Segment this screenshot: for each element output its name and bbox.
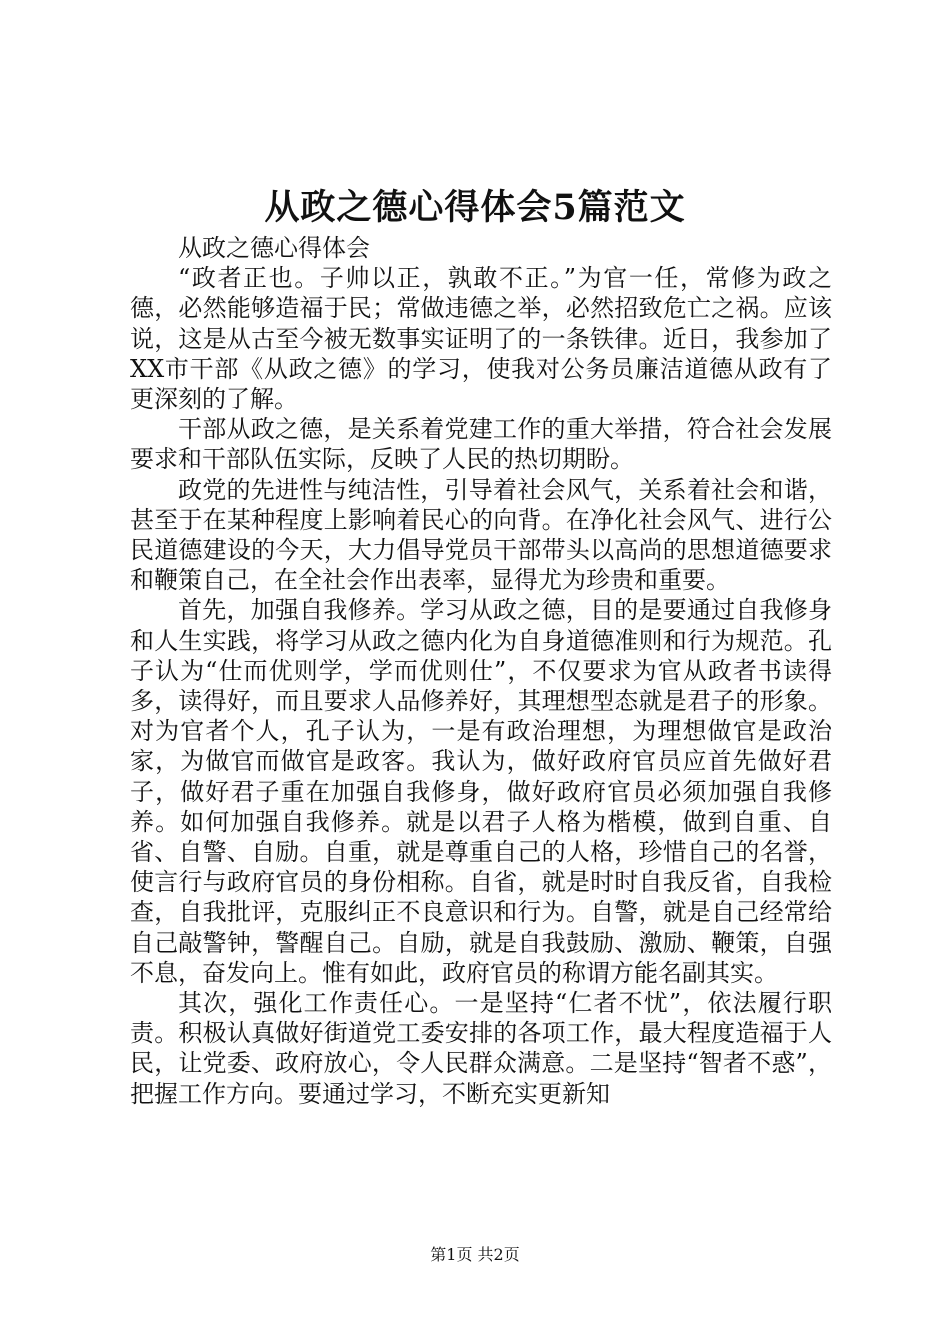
paragraph-2: 干部从政之德，是关系着党建工作的重大举措，符合社会发展要求和干部队伍实际，反映了人民的热切期盼。 <box>130 415 832 474</box>
paragraph-3: 政党的先进性与纯洁性，引导着社会风气，关系着社会和谐，甚至于在某种程度上影响着民心的向背。在净化社会风气、进行公民道德建设的今天，大力倡导党员干部带头以高尚的思想道德要求和鞭策自己，在全社会作出表率，显得尤为珍贵和重要。 <box>130 475 832 595</box>
document-body <box>130 233 832 1109</box>
page-footer: 第1页 共2页 <box>430 1245 520 1264</box>
paragraph-1: “政者正也。子帅以正，孰敢不正。”为官一任，常修为政之德，必然能够造福于民；常做违德之举，必然招致危亡之祸。应该说，这是从古至今被无数事实证明了的一条铁律。近日，我参加了XX市干部《从政之德》的学习，使我对公务员廉洁道德从政有了更深刻的了解。 <box>130 264 832 414</box>
paragraph-5: 其次，强化工作责任心。一是坚持“仁者不忧”，依法履行职责。积极认真做好街道党工委安排的各项工作，最大程度造福于人民，让党委、政府放心，令人民群众满意。二是坚持“智者不惑”，把握工作方向。要通过学习，不断充实更新知 <box>130 989 832 1108</box>
section-subtitle: 从政之德心得体会 <box>178 234 370 262</box>
document-title: 从政之德心得体会5篇范文 <box>264 187 686 228</box>
paragraph-4: 首先，加强自我修养。学习从政之德，目的是要通过自我修身和人生实践，将学习从政之德内化为自身道德准则和行为规范。孔子认为“仕而优则学，学而优则仕”，不仅要求为官从政者书读得多，读得好，而且要求人品修养好，其理想型态就是君子的形象。对为官者个人，孔子认为，一是有政治理想，为理想做官是政治家，为做官而做官是政客。我认为，做好政府官员应首先做好君子，做好君子重在加强自我修身，做好政府官员必须加强自我修养。如何加强自我修养。就是以君子人格为楷模，做到自重、自省、自警、自励。自重，就是尊重自己的人格，珍惜自己的名誉，使言行与政府官员的身份相称。自省，就是时时自我反省，自我检查，自我批评，克服纠正不良意识和行为。自警，就是自己经常给自己敲警钟，警醒自己。自励，就是自我鼓励、激励、鞭策，自强不息，奋发向上。惟有如此，政府官员的称谓方能名副其实。 <box>130 596 832 987</box>
